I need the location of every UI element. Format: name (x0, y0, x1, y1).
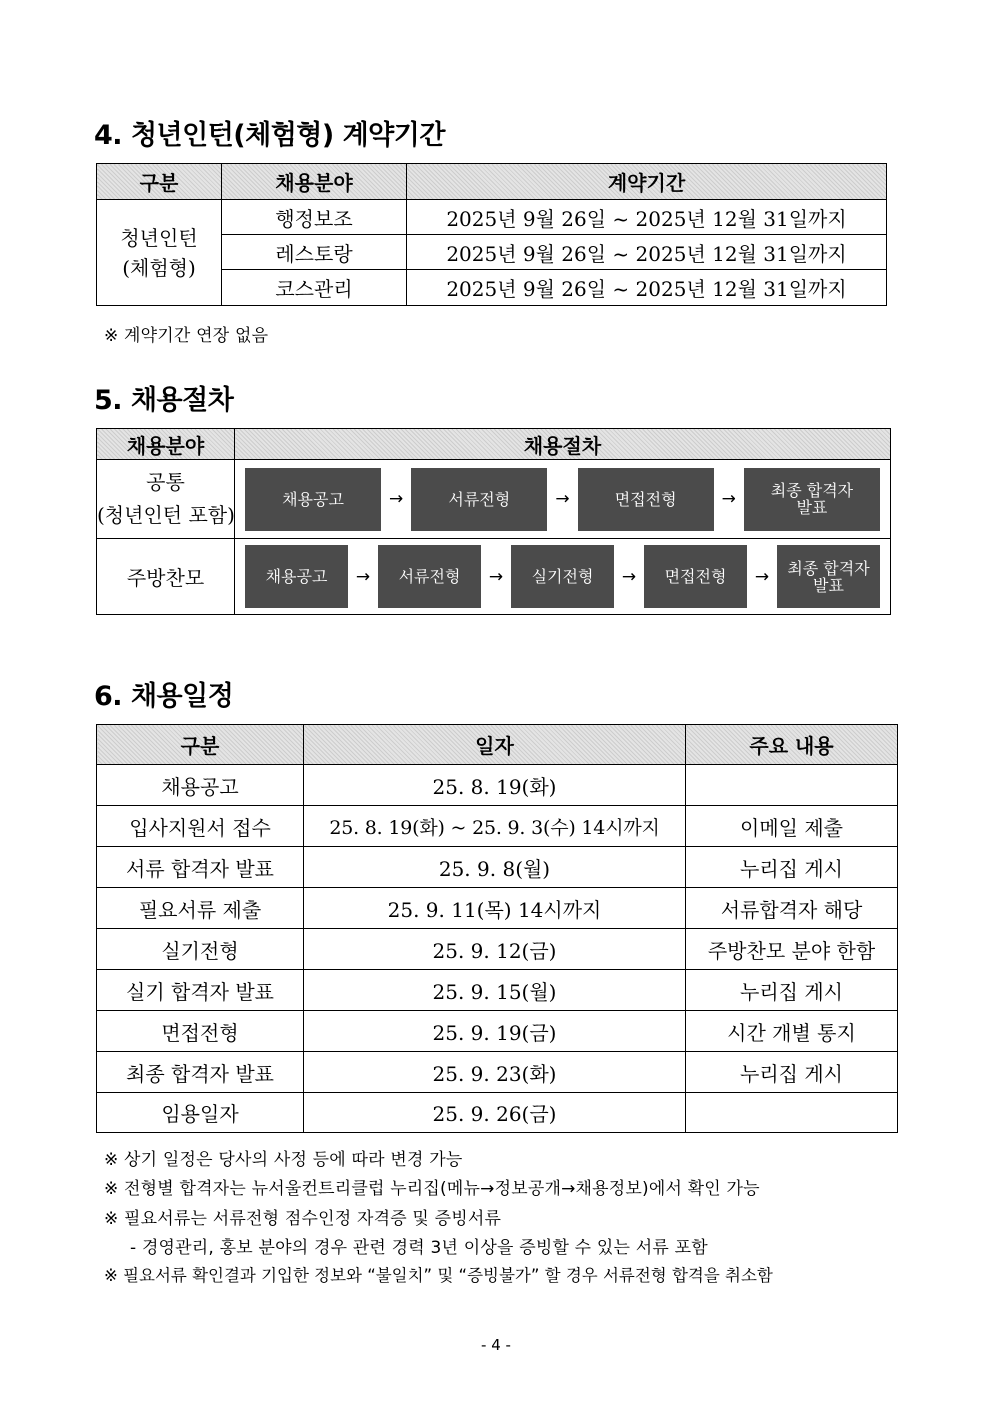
period-cell: 2025년 9월 26일 ~ 2025년 12월 31일까지 (407, 200, 887, 235)
content-cell: 주방찬모 분야 한함 (686, 929, 898, 970)
schedule-note-sub: - 경영관리, 홍보 분야의 경우 관련 경력 3년 이상을 증빙할 수 있는 서류 포함 (130, 1238, 708, 1258)
content-cell: 누리집 게시 (686, 1052, 898, 1093)
step-box: 최종 합격자 발표 (777, 545, 880, 608)
arrow-right-icon: → (488, 566, 504, 587)
date-cell: 25. 8. 19(화) (304, 765, 686, 806)
item-cell: 실기 합격자 발표 (97, 970, 304, 1011)
table-row (97, 888, 898, 929)
item-cell: 서류 합격자 발표 (97, 847, 304, 888)
period-cell: 2025년 9월 26일 ~ 2025년 12월 31일까지 (407, 270, 887, 306)
item-cell: 채용공고 (97, 765, 304, 806)
item-cell: 입사지원서 접수 (97, 806, 304, 847)
section6-title: 6. 채용일정 (94, 681, 234, 712)
step-box: 채용공고 (245, 545, 348, 608)
table-row (97, 460, 891, 539)
table-row (97, 539, 891, 615)
item-cell: 실기전형 (97, 929, 304, 970)
date-cell: 25. 9. 8(월) (304, 847, 686, 888)
contract-period-table (96, 163, 887, 306)
step-box: 면접전형 (644, 545, 747, 608)
arrow-right-icon: → (555, 489, 570, 509)
table-row (97, 847, 898, 888)
date-cell: 25. 9. 19(금) (304, 1011, 686, 1052)
arrow-right-icon: → (389, 489, 404, 509)
step-box: 면접전형 (578, 468, 714, 531)
procedure-table (96, 428, 891, 615)
table-row (97, 1011, 898, 1052)
kitchen-flow (235, 545, 890, 608)
schedule-note: ※ 상기 일정은 당사의 사정 등에 따라 변경 가능 (104, 1150, 463, 1170)
schedule-note: ※ 필요서류 확인결과 기입한 정보와 “불일치” 및 “증빙불가” 할 경우 서류전형 합격을 취소함 (104, 1266, 773, 1285)
table-row (97, 929, 898, 970)
table-row (97, 970, 898, 1011)
header-procedure: 채용절차 (235, 429, 891, 460)
header-category: 구분 (97, 725, 304, 765)
step-box: 실기전형 (511, 545, 614, 608)
section5-title: 5. 채용절차 (94, 385, 234, 416)
header-content: 주요 내용 (686, 725, 898, 765)
date-cell: 25. 9. 11(목) 14시까지 (304, 888, 686, 929)
step-box: 최종 합격자 발표 (744, 468, 880, 531)
kitchen-label: 주방찬모 (97, 539, 235, 615)
date-cell: 25. 9. 15(월) (304, 970, 686, 1011)
schedule-table (96, 724, 898, 1133)
field-cell: 행정보조 (222, 200, 407, 235)
table-row (97, 1052, 898, 1093)
content-cell: 시간 개별 통지 (686, 1011, 898, 1052)
content-cell: 누리집 게시 (686, 847, 898, 888)
item-cell: 임용일자 (97, 1093, 304, 1133)
date-cell: 25. 8. 19(화) ~ 25. 9. 3(수) 14시까지 (304, 806, 686, 847)
schedule-note: ※ 전형별 합격자는 뉴서울컨트리클럽 누리집(메뉴→정보공개→채용정보)에서 확인 가능 (104, 1179, 760, 1199)
table-row (97, 806, 898, 847)
header-period: 계약기간 (407, 164, 887, 200)
period-cell: 2025년 9월 26일 ~ 2025년 12월 31일까지 (407, 235, 887, 270)
item-cell: 필요서류 제출 (97, 888, 304, 929)
common-label: 공통 (청년인턴 포함) (97, 460, 235, 539)
header-field: 채용분야 (222, 164, 407, 200)
date-cell: 25. 9. 26(금) (304, 1093, 686, 1133)
content-cell: 누리집 게시 (686, 970, 898, 1011)
arrow-right-icon: → (754, 566, 770, 587)
section4-title: 4. 청년인턴(체험형) 계약기간 (94, 120, 445, 151)
step-box: 서류전형 (411, 468, 547, 531)
item-cell: 면접전형 (97, 1011, 304, 1052)
field-cell: 레스토랑 (222, 235, 407, 270)
item-cell: 최종 합격자 발표 (97, 1052, 304, 1093)
page-number: - 4 - (481, 1336, 511, 1354)
table-row (97, 200, 887, 235)
group-label: 청년인턴 (체험형) (97, 200, 222, 306)
step-box: 서류전형 (378, 545, 481, 608)
common-flow (235, 468, 890, 531)
table-row (97, 1093, 898, 1133)
field-cell: 코스관리 (222, 270, 407, 306)
header-category: 구분 (97, 164, 222, 200)
content-cell (686, 765, 898, 806)
arrow-right-icon: → (621, 566, 637, 587)
header-date: 일자 (304, 725, 686, 765)
date-cell: 25. 9. 23(화) (304, 1052, 686, 1093)
arrow-right-icon: → (721, 489, 736, 509)
date-cell: 25. 9. 12(금) (304, 929, 686, 970)
arrow-right-icon: → (355, 566, 371, 587)
header-field: 채용분야 (97, 429, 235, 460)
step-box: 채용공고 (245, 468, 381, 531)
content-cell: 서류합격자 해당 (686, 888, 898, 929)
table-row (97, 765, 898, 806)
content-cell (686, 1093, 898, 1133)
content-cell: 이메일 제출 (686, 806, 898, 847)
section4-note: ※ 계약기간 연장 없음 (104, 326, 269, 346)
schedule-note: ※ 필요서류는 서류전형 점수인정 자격증 및 증빙서류 (104, 1209, 502, 1229)
